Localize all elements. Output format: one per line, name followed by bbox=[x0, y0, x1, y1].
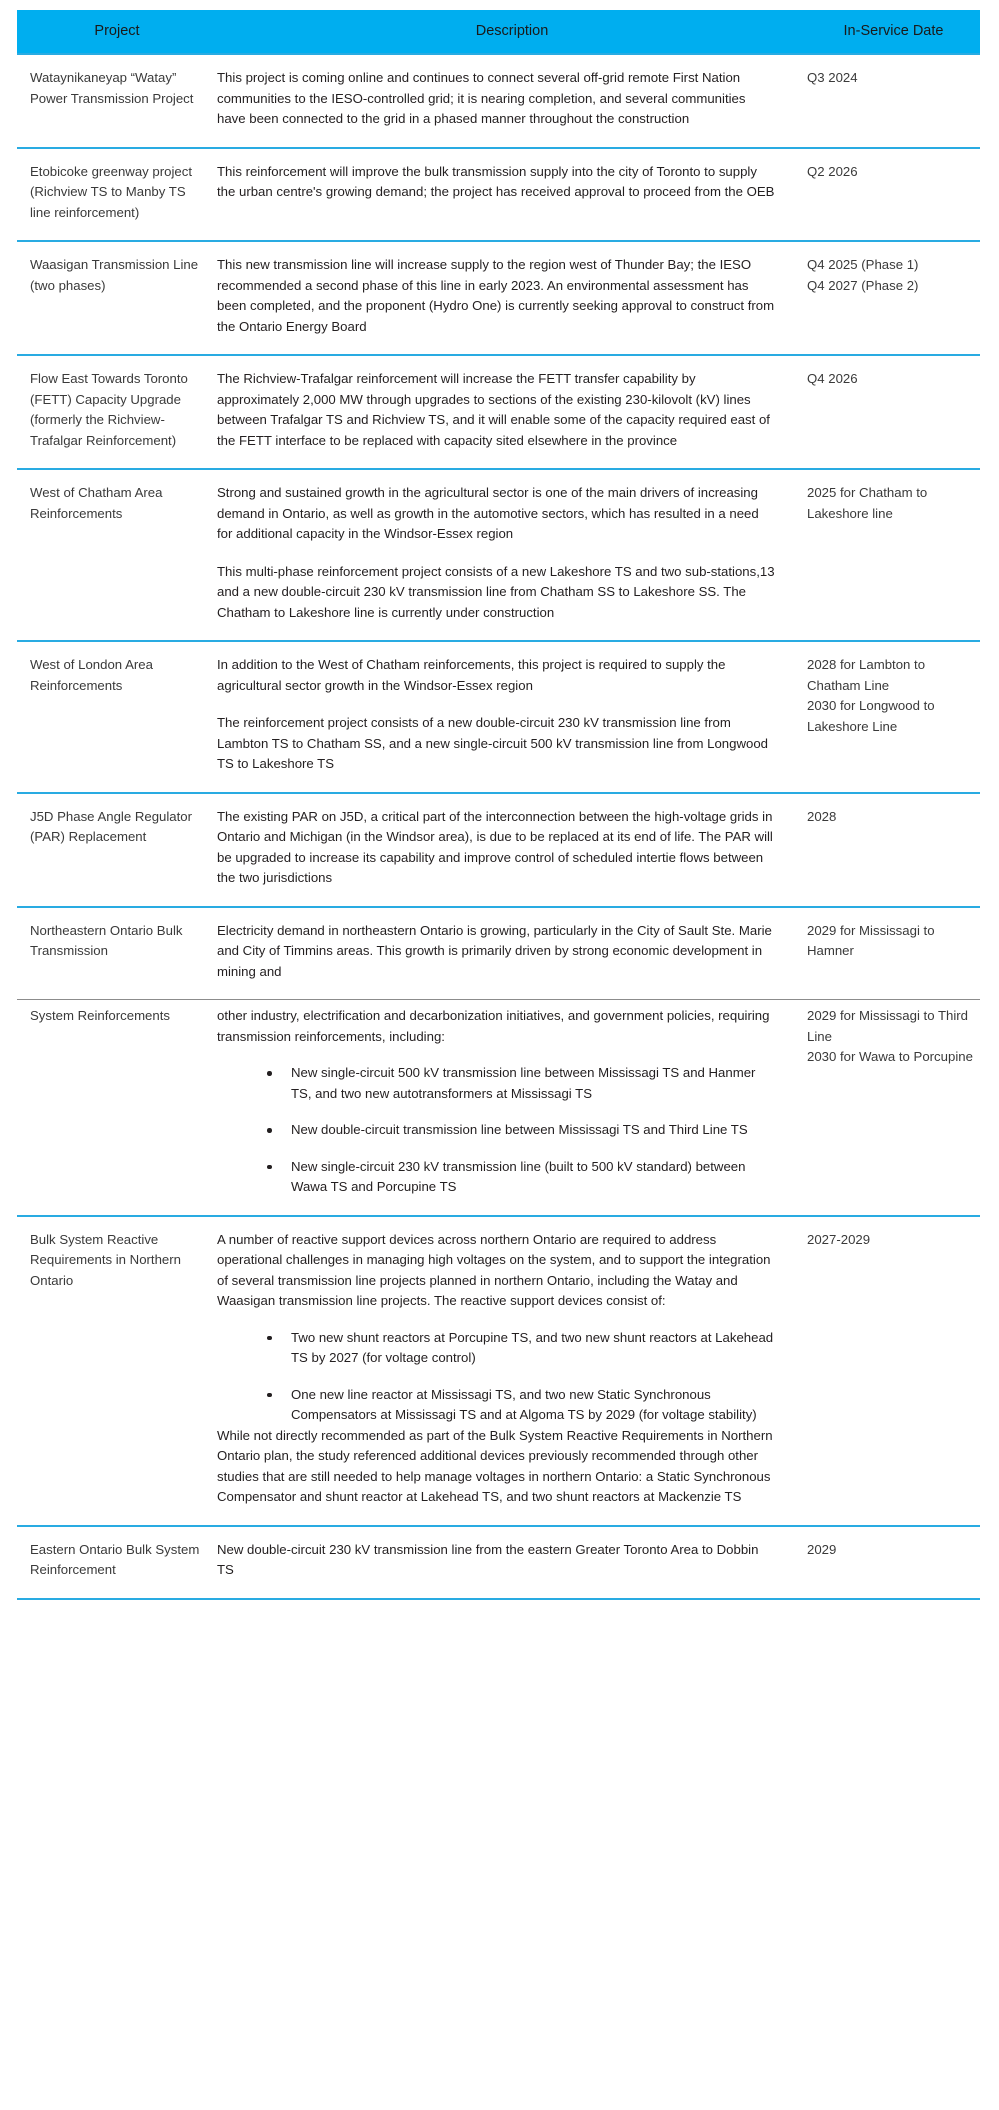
date-value: Q4 2025 (Phase 1) bbox=[807, 257, 919, 272]
cell-in-service-date bbox=[807, 355, 980, 469]
table-row bbox=[17, 641, 980, 793]
cell-description bbox=[217, 469, 807, 641]
description-bullet-list bbox=[217, 1328, 777, 1426]
description-paragraph: Electricity demand in northeastern Ontario is growing, particularly in the City of Sault Ste. Marie and City of Timmins areas. This growth is primarily driven by strong economic development in mining and bbox=[217, 922, 772, 979]
cell-project bbox=[17, 469, 217, 641]
cell-in-service-date bbox=[807, 907, 980, 1000]
footer-row bbox=[17, 1599, 980, 1600]
date-value: 2028 bbox=[807, 808, 837, 824]
description-paragraph: In addition to the West of Chatham reinforcements, this project is required to supply the agricultural sector growth in the Windsor-Essex region bbox=[217, 657, 726, 693]
list-item: New single-circuit 230 kV transmission line (built to 500 kV standard) between Wawa TS and Porcupine TS bbox=[265, 1157, 777, 1198]
cell-in-service-date bbox=[807, 641, 980, 793]
project-name: Eastern Ontario Bulk System Reinforcement bbox=[30, 1541, 200, 1577]
project-name: Waasigan Transmission Line (two phases) bbox=[30, 257, 199, 293]
cell-description bbox=[217, 148, 807, 242]
cell-description bbox=[217, 1000, 807, 1216]
cell-in-service-date bbox=[807, 469, 980, 641]
project-name: West of London Area Reinforcements bbox=[30, 657, 153, 693]
description-paragraph: A number of reactive support devices across northern Ontario are required to address operational challenges in managing high voltages on the system, and to support the integration of several transmission line projects planned in northern Ontario, including the Watay and Waasigan transmission line projects. The reactive support devices consist of: bbox=[217, 1231, 771, 1308]
description-paragraph: The Richview-Trafalgar reinforcement will increase the FETT transfer capability by approximately 2,000 MW through upgrades to sections of the existing 230-kilovolt (kV) lines between Trafalgar TS and Richview TS, and it will enable some of the capacity required east of the FETT interface to be replaced with capacity sited elsewhere in the province bbox=[217, 371, 770, 448]
table-footer-rule bbox=[17, 1599, 980, 1600]
date-value: 2030 for Wawa to Porcupine bbox=[807, 1049, 973, 1064]
cell-description bbox=[217, 1526, 807, 1599]
table-row bbox=[17, 1216, 980, 1526]
table-row bbox=[17, 1526, 980, 1599]
description-paragraph: This reinforcement will improve the bulk transmission supply into the city of Toronto to supply the urban centre's growing demand; the project has received approval to proceed from the OEB bbox=[217, 163, 775, 199]
cell-description bbox=[217, 907, 807, 1000]
project-name: J5D Phase Angle Regulator (PAR) Replacement bbox=[30, 808, 193, 844]
date-value: 2029 for Mississagi to Hamner bbox=[807, 922, 935, 958]
cell-project bbox=[17, 1526, 217, 1599]
column-header-description: Description bbox=[217, 10, 807, 54]
footer-rule-description bbox=[217, 1599, 807, 1600]
header-row bbox=[17, 10, 980, 54]
cell-project bbox=[17, 641, 217, 793]
cell-description bbox=[217, 355, 807, 469]
date-value: 2029 for Mississagi to Third Line bbox=[807, 1008, 969, 1044]
cell-in-service-date bbox=[807, 793, 980, 907]
date-value: Q4 2027 (Phase 2) bbox=[807, 277, 919, 293]
list-item: Two new shunt reactors at Porcupine TS, and two new shunt reactors at Lakehead TS by 2027 (for voltage control) bbox=[265, 1328, 777, 1369]
cell-in-service-date bbox=[807, 241, 980, 355]
cell-in-service-date bbox=[807, 1526, 980, 1599]
list-item: New single-circuit 500 kV transmission line between Mississagi TS and Hanmer TS, and two new autotransformers at Mississagi TS bbox=[265, 1063, 777, 1104]
table-row bbox=[17, 907, 980, 1000]
description-paragraph: New double-circuit 230 kV transmission line from the eastern Greater Toronto Area to Dobbin TS bbox=[217, 1541, 759, 1577]
cell-project bbox=[17, 907, 217, 1000]
description-paragraph: Strong and sustained growth in the agricultural sector is one of the main drivers of increasing demand in Ontario, as well as growth in the automotive sectors, which has resulted in a need for additional capacity in the Windsor-Essex region bbox=[217, 485, 759, 541]
description-trailing-paragraph: While not directly recommended as part of the Bulk System Reactive Requirements in Northern Ontario plan, the study referenced additional devices previously recommended through other studies that are still needed to help manage voltages in northern Ontario: a Static Synchronous Compensator and shunt reactor at Lakehead TS, and two shunt reactors at Mackenzie TS bbox=[217, 1427, 773, 1504]
table-row bbox=[17, 355, 980, 469]
date-value: Q4 2026 bbox=[807, 371, 858, 386]
cell-description bbox=[217, 241, 807, 355]
cell-in-service-date bbox=[807, 54, 980, 148]
cell-project bbox=[17, 54, 217, 148]
project-name: Etobicoke greenway project (Richview TS to Manby TS line reinforcement) bbox=[30, 163, 193, 220]
table-header bbox=[17, 10, 980, 54]
description-bullet-list bbox=[217, 1063, 777, 1198]
cell-in-service-date bbox=[807, 1000, 980, 1216]
date-value: 2025 for Chatham to Lakeshore line bbox=[807, 485, 928, 521]
column-header-project: Project bbox=[17, 10, 217, 54]
project-name: Northeastern Ontario Bulk Transmission bbox=[30, 922, 183, 958]
cell-project bbox=[17, 1216, 217, 1526]
cell-description bbox=[217, 793, 807, 907]
date-value: 2030 for Longwood to Lakeshore Line bbox=[807, 698, 935, 734]
date-value: 2027-2029 bbox=[807, 1231, 871, 1247]
cell-description bbox=[217, 641, 807, 793]
description-paragraph: The existing PAR on J5D, a critical part of the interconnection between the high-voltage grids in Ontario and Michigan (in the Windsor area), is due to be replaced at its end of life. The PAR will be upgraded to increase its capability and improve control of scheduled intertie flows between the two jurisdictions bbox=[217, 808, 773, 885]
list-item: One new line reactor at Mississagi TS, and two new Static Synchronous Compensators at Mississagi TS and at Algoma TS by 2029 (for voltage stability) bbox=[265, 1385, 777, 1426]
table-row bbox=[17, 241, 980, 355]
list-item: New double-circuit transmission line between Mississagi TS and Third Line TS bbox=[265, 1120, 777, 1141]
table-row bbox=[17, 54, 980, 148]
cell-project bbox=[17, 793, 217, 907]
cell-description bbox=[217, 1216, 807, 1526]
table-row bbox=[17, 1000, 980, 1216]
description-paragraph: other industry, electrification and decarbonization initiatives, and government policies, requiring transmission reinforcements, including: bbox=[217, 1008, 770, 1044]
project-name: West of Chatham Area Reinforcements bbox=[30, 485, 163, 521]
cell-description bbox=[217, 54, 807, 148]
table-body bbox=[17, 54, 980, 1599]
cell-project bbox=[17, 241, 217, 355]
project-name: Bulk System Reactive Requirements in Northern Ontario bbox=[30, 1231, 181, 1288]
date-value: 2028 for Lambton to Chatham Line bbox=[807, 657, 926, 693]
column-header-in-service-date: In-Service Date bbox=[807, 10, 980, 54]
description-paragraph: The reinforcement project consists of a new double-circuit 230 kV transmission line from Lambton TS to Chatham SS, and a new single-circuit 500 kV transmission line from Longwood TS to Lakeshore TS bbox=[217, 715, 768, 771]
cell-project bbox=[17, 148, 217, 242]
cell-in-service-date bbox=[807, 148, 980, 242]
date-value: 2029 bbox=[807, 1541, 837, 1557]
footer-rule-date bbox=[807, 1599, 980, 1600]
description-paragraph: This project is coming online and continues to connect several off-grid remote First Nation communities to the IESO-controlled grid; it is nearing completion, and several communities have been connected to the grid in a phased manner throughout the construction bbox=[217, 70, 746, 126]
transmission-projects-table bbox=[17, 10, 980, 1600]
table-row bbox=[17, 148, 980, 242]
project-name: Flow East Towards Toronto (FETT) Capacity Upgrade (formerly the Richview-Trafalgar Reinforcement) bbox=[30, 371, 188, 448]
table-row bbox=[17, 793, 980, 907]
description-paragraph: This new transmission line will increase supply to the region west of Thunder Bay; the IESO recommended a second phase of this line in early 2023. An environmental assessment has been completed, and the proponent (Hydro One) is currently seeking approval to construct from the Ontario Energy Board bbox=[217, 257, 775, 334]
project-name: Wataynikaneyap “Watay” Power Transmission Project bbox=[30, 70, 194, 106]
table-row bbox=[17, 469, 980, 641]
date-value: Q2 2026 bbox=[807, 163, 858, 179]
project-name: System Reinforcements bbox=[30, 1008, 170, 1023]
cell-project bbox=[17, 1000, 217, 1216]
cell-project bbox=[17, 355, 217, 469]
cell-in-service-date bbox=[807, 1216, 980, 1526]
footer-rule-project bbox=[17, 1599, 217, 1600]
date-value: Q3 2024 bbox=[807, 70, 858, 85]
description-paragraph: This multi-phase reinforcement project consists of a new Lakeshore TS and two sub-stations,13 and a new double-circuit 230 kV transmission line from Chatham SS to Lakeshore SS. The Chatham to Lakeshore line is currently under construction bbox=[217, 563, 775, 620]
